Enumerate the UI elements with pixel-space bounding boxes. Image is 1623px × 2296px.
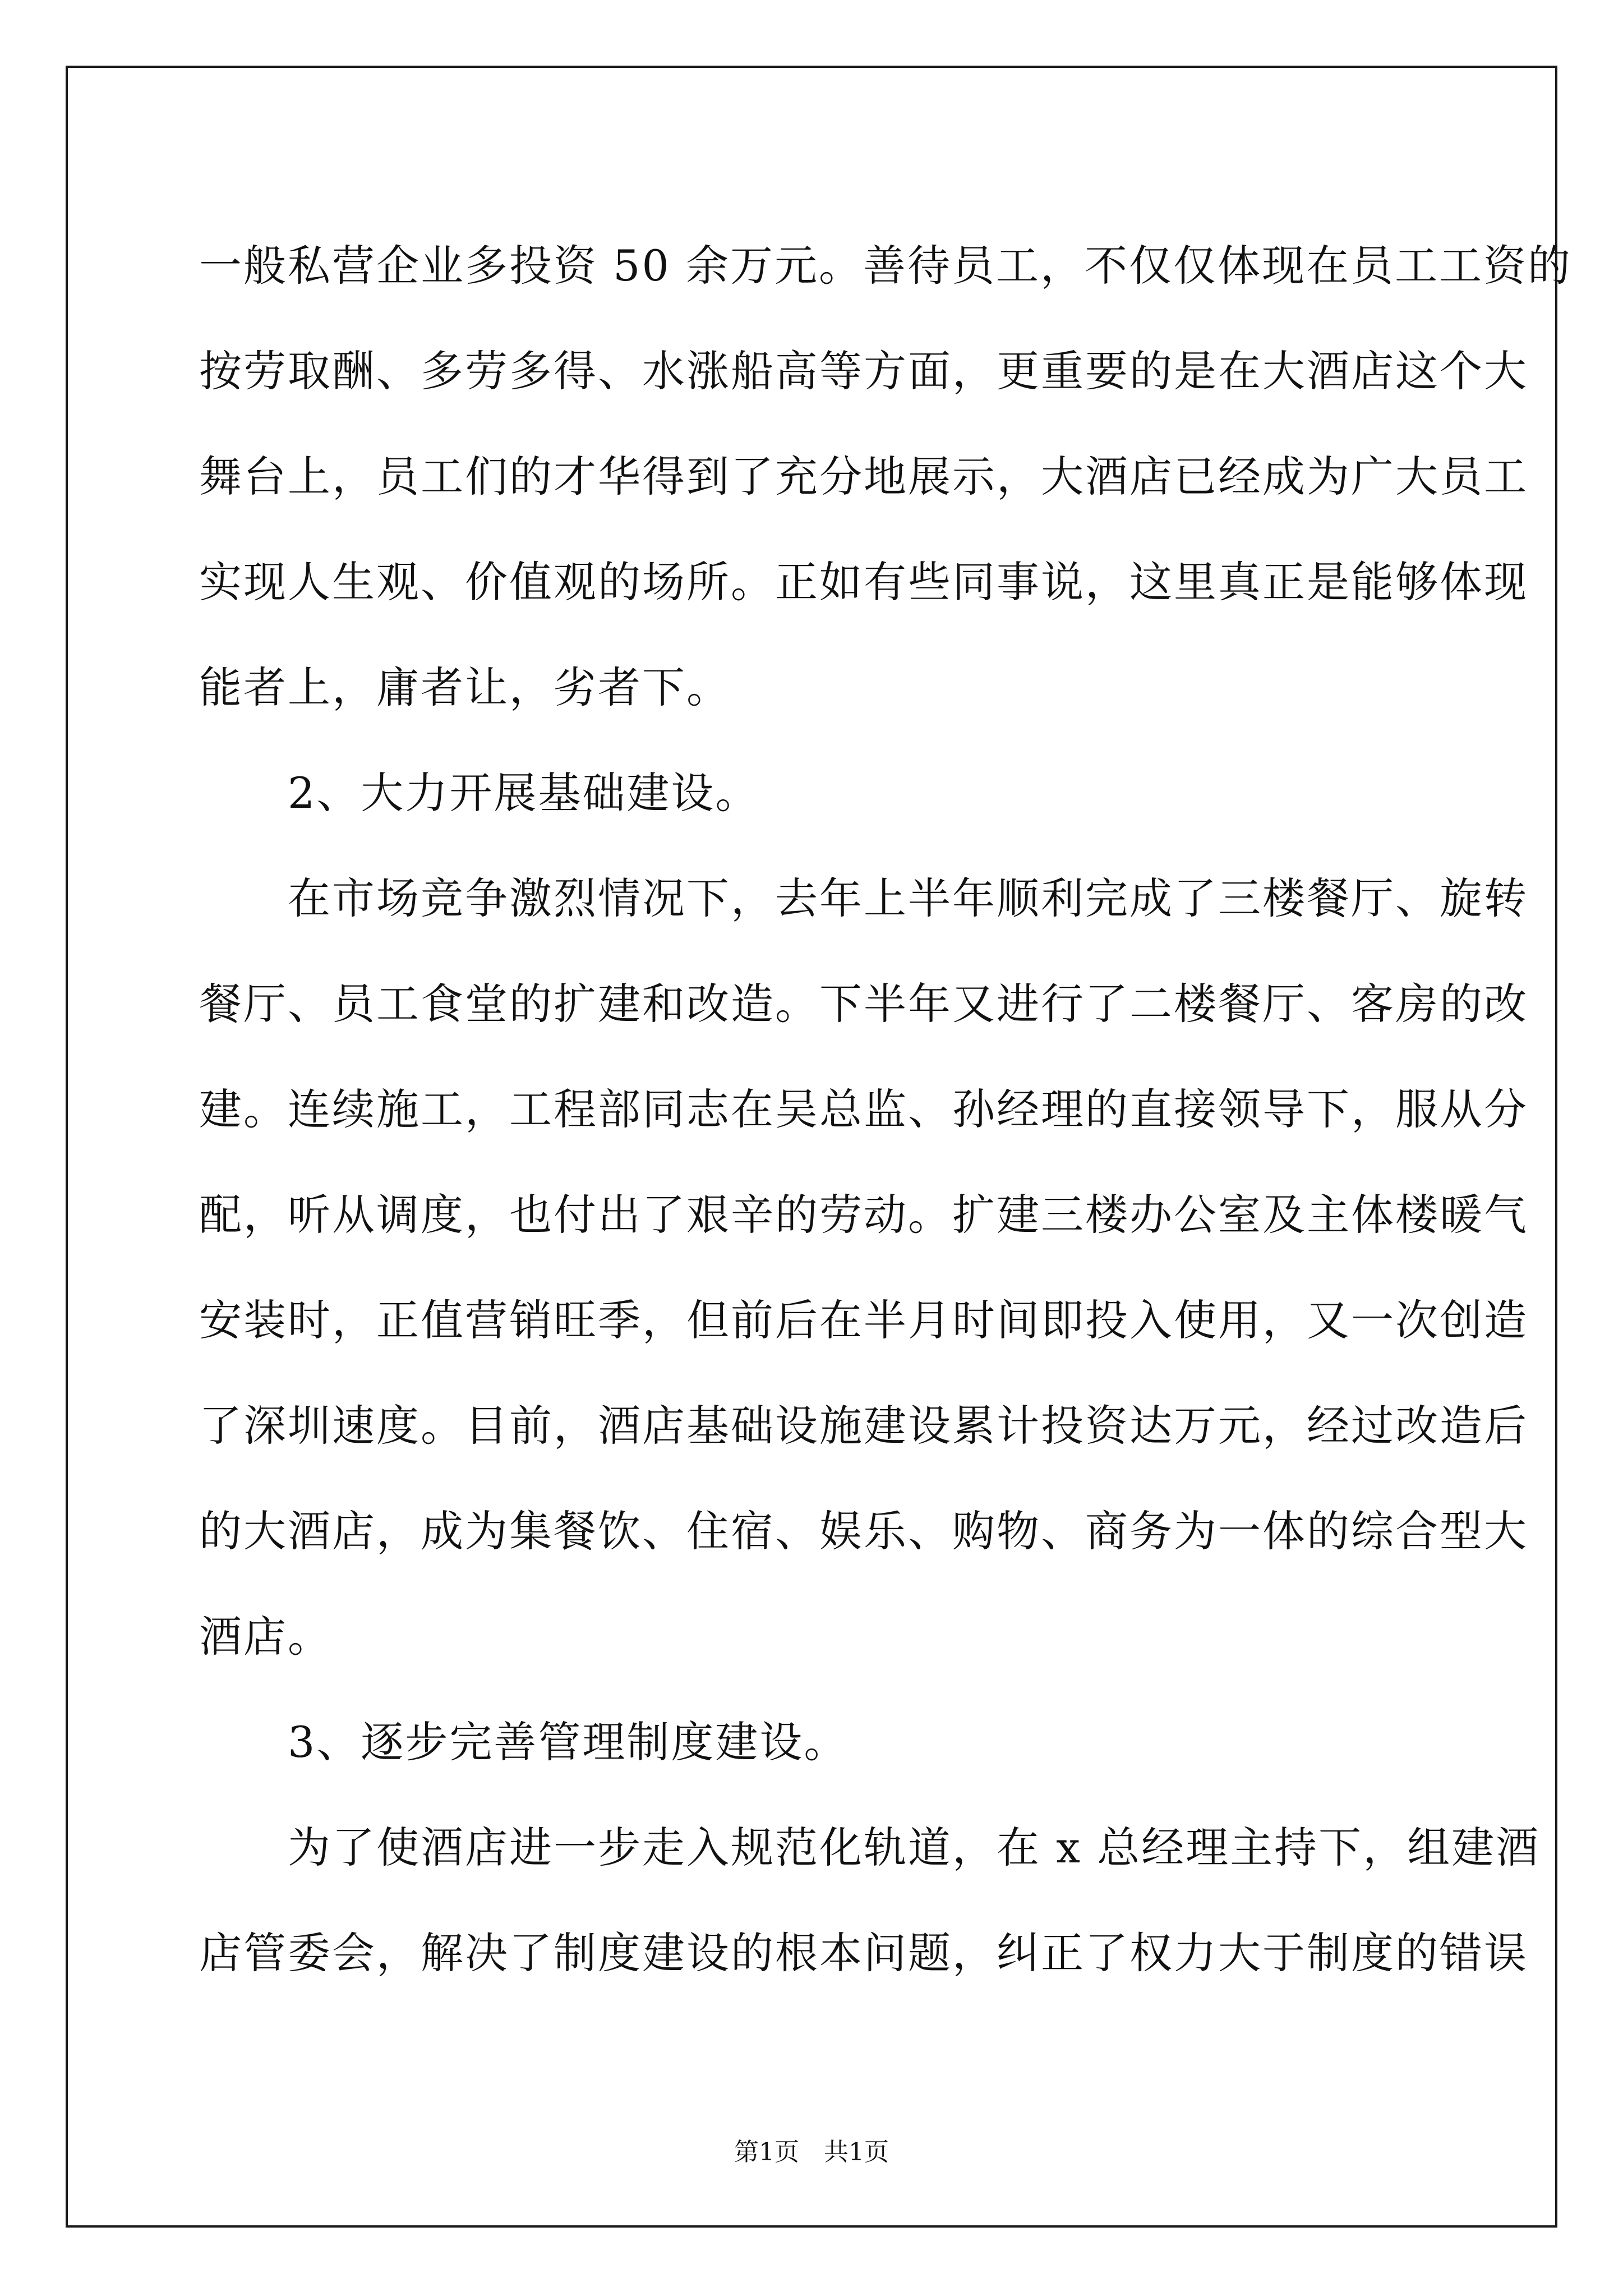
text-line: 在市场竞争激烈情况下，去年上半年顺利完成了三楼餐厅、旋转 xyxy=(199,873,1528,923)
text-line: 实现人生观、价值观的场所。正如有些同事说，这里真正是能够体现 xyxy=(199,557,1528,607)
text-line: 安装时，正值营销旺季，但前后在半月时间即投入使用，又一次创造 xyxy=(199,1295,1528,1345)
text-line: 酒店。 xyxy=(199,1612,332,1662)
text-line: 餐厅、员工食堂的扩建和改造。下半年又进行了二楼餐厅、客房的改 xyxy=(199,979,1528,1029)
section-heading: 2、大力开展基础建设。 xyxy=(199,768,760,818)
text-line: 配，听从调度，也付出了艰辛的劳动。扩建三楼办公室及主体楼暖气 xyxy=(199,1190,1528,1240)
text-line: 按劳取酬、多劳多得、水涨船高等方面，更重要的是在大酒店这个大 xyxy=(199,346,1528,396)
document-body xyxy=(199,213,1573,2006)
text-line: 舞台上，员工们的才华得到了充分地展示，大酒店已经成为广大员工 xyxy=(199,452,1528,501)
text-line: 店管委会，解决了制度建设的根本问题，纠正了权力大于制度的错误 xyxy=(199,1928,1528,1978)
text-line: 能者上，庸者让，劣者下。 xyxy=(199,662,731,712)
text-line: 了深圳速度。目前，酒店基础设施建设累计投资达万元，经过改造后 xyxy=(199,1401,1528,1451)
text-line: 的大酒店，成为集餐饮、住宿、娱乐、购物、商务为一体的综合型大 xyxy=(199,1506,1528,1556)
text-line: 一般私营企业多投资 50 余万元。善待员工，不仅仅体现在员工工资的 xyxy=(199,241,1573,291)
section-heading: 3、逐步完善管理制度建设。 xyxy=(199,1717,849,1767)
text-line: 为了使酒店进一步走入规范化轨道，在 x 总经理主持下，组建酒 xyxy=(199,1823,1541,1872)
text-lines xyxy=(199,213,1573,2006)
text-line: 建。连续施工，工程部同志在吴总监、孙经理的直接领导下，服从分 xyxy=(199,1084,1528,1134)
page-footer: 第1页 共1页 xyxy=(734,2138,889,2166)
